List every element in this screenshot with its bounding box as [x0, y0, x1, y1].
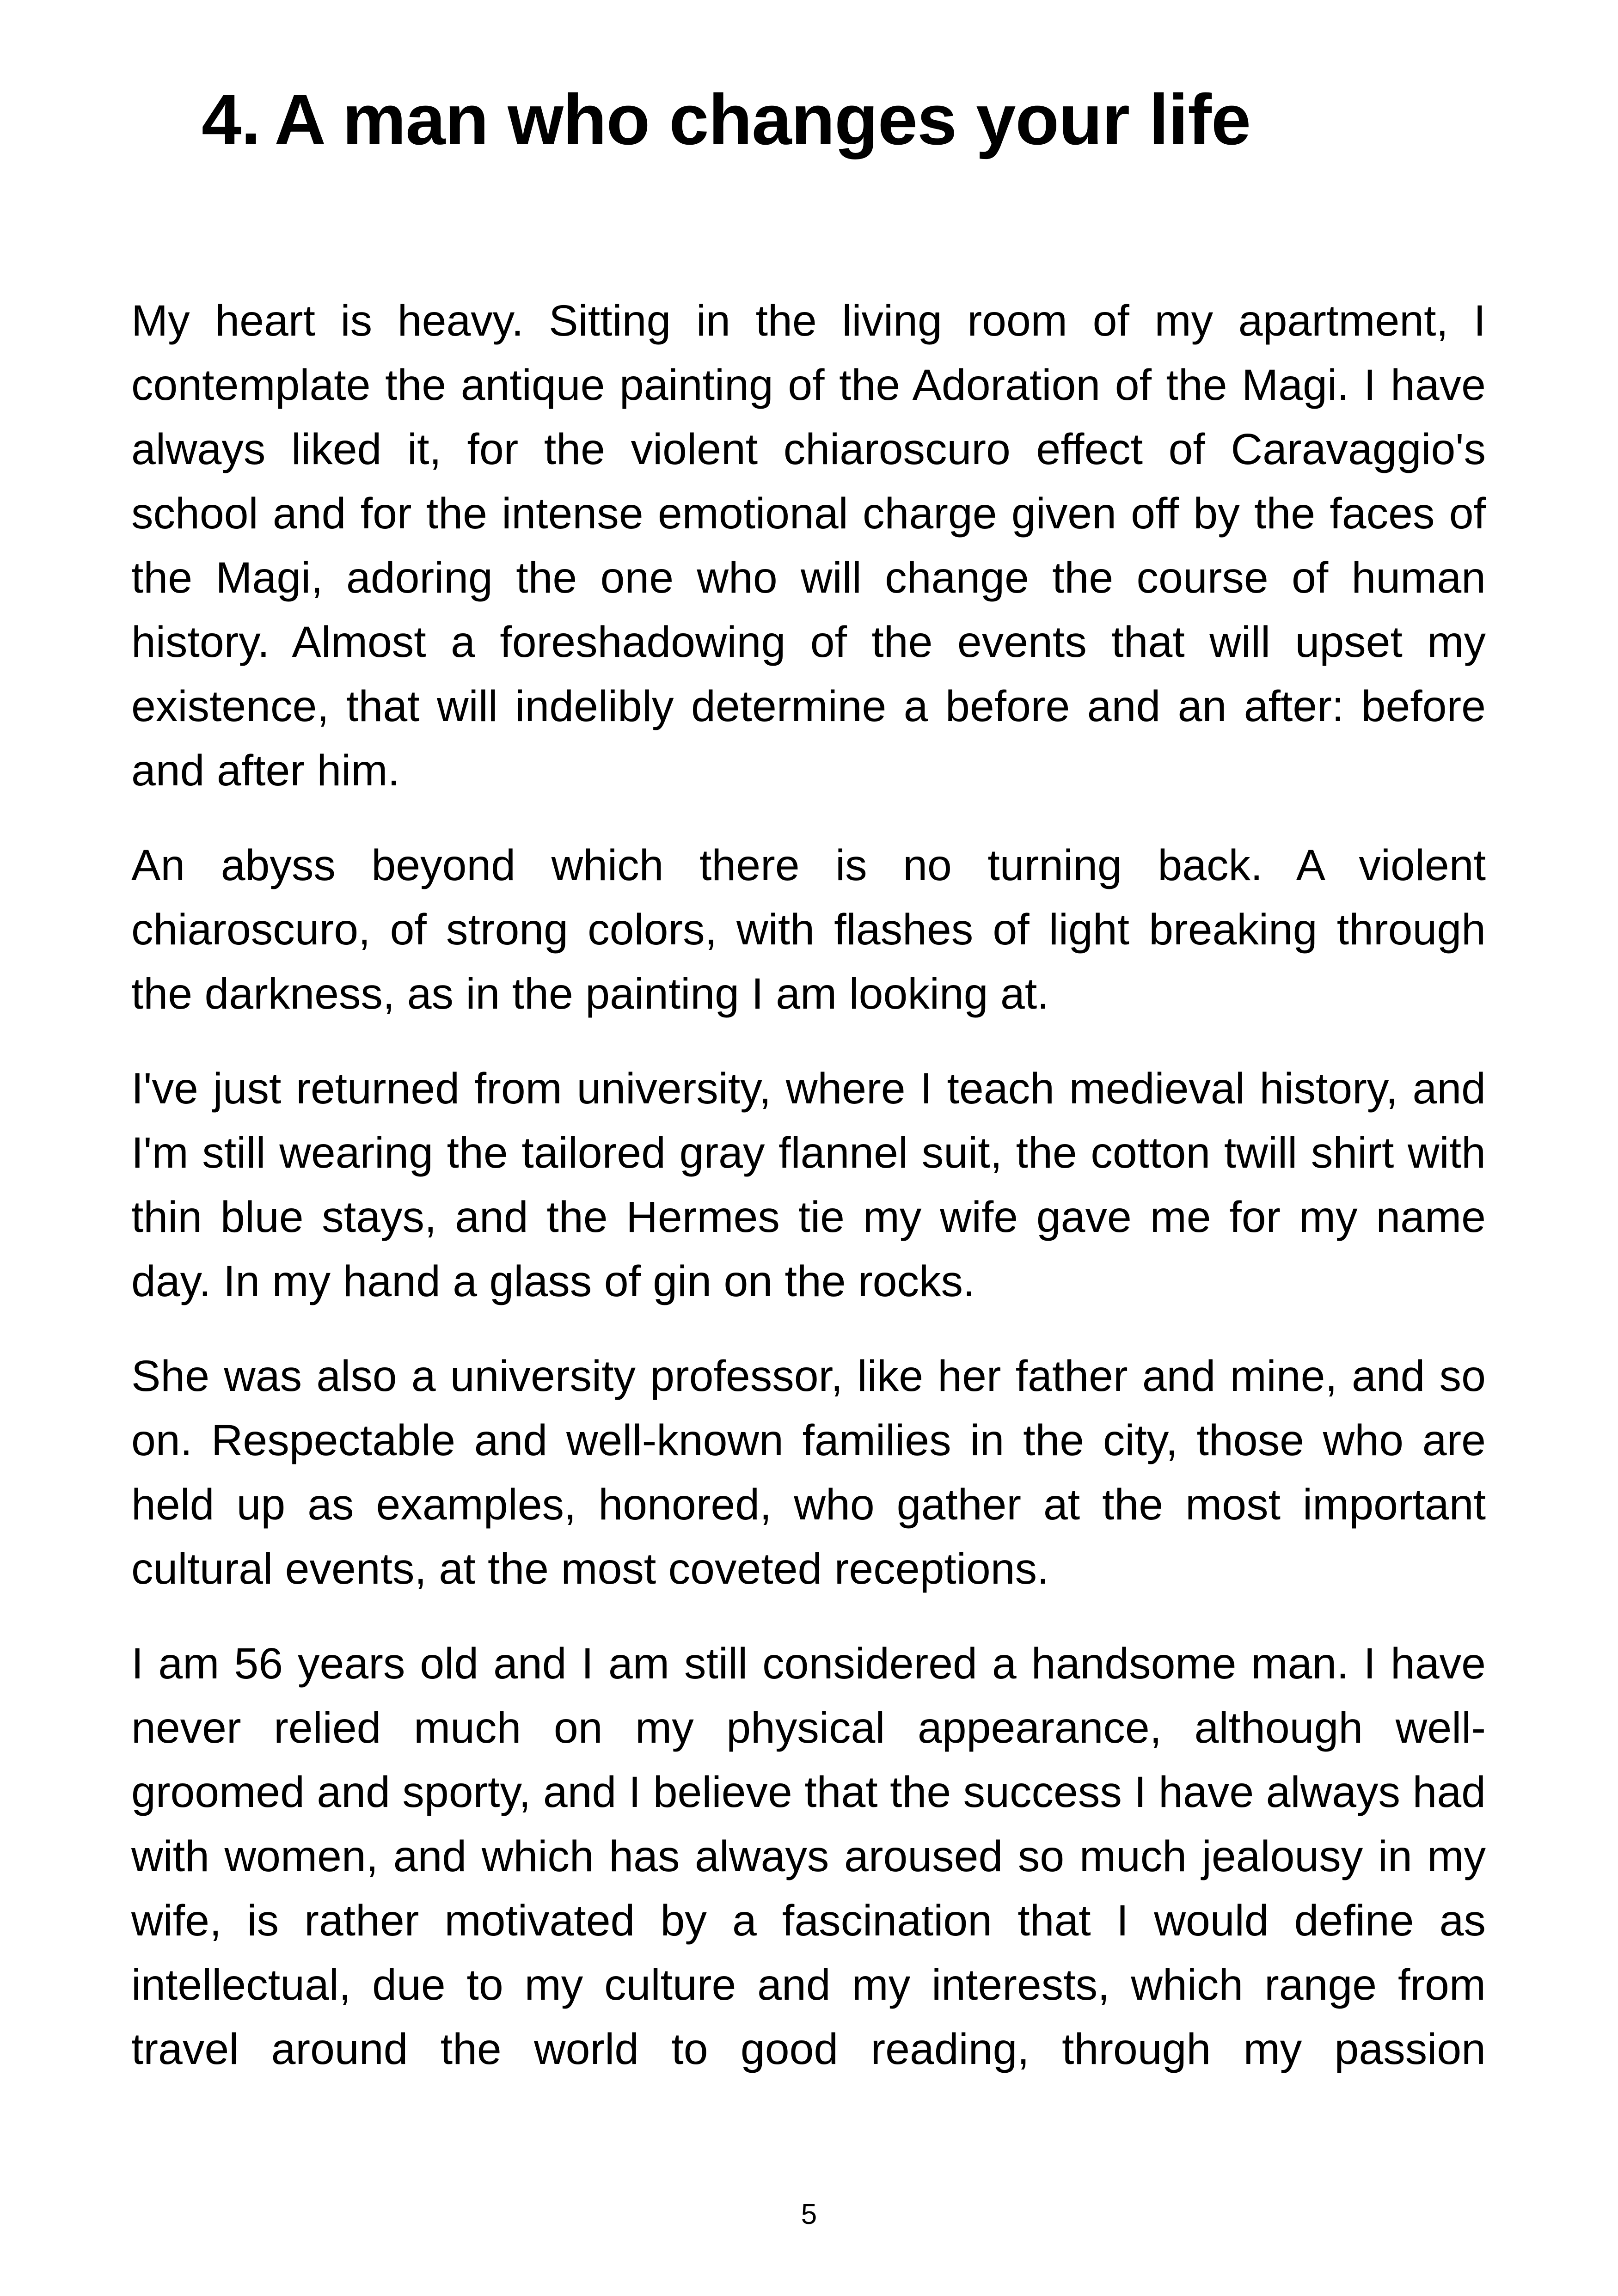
- page-number: 5: [801, 2198, 817, 2230]
- chapter-number: 4.: [202, 80, 261, 159]
- paragraph-3: I've just returned from university, where I teach medieval history, and I'm still wearing the tailored gray flannel suit, the cotton twill shirt with thin blue stays, and the Hermes tie my wife gave me for my name day. In my hand a glass of gin on the rocks.: [131, 1064, 1486, 1306]
- paragraph-4: She was also a university professor, like her father and mine, and so on. Respectable and well-known families in the city, those who are held up as examples, honored, who gather at the most important cultural events, at the most coveted receptions.: [131, 1352, 1486, 1593]
- chapter-title: A man who changes your life: [274, 80, 1251, 159]
- body-text: [131, 289, 1486, 2112]
- paragraph-2: An abyss beyond which there is no turning back. A violent chiaroscuro, of strong colors, with flashes of light breaking through the darkness, as in the painting I am looking at.: [131, 841, 1486, 1018]
- chapter-heading: [202, 79, 1250, 161]
- paragraph-1: My heart is heavy. Sitting in the living room of my apartment, I contemplate the antique painting of the Adoration of the Magi. I have always liked it, for the violent chiaroscuro effect of Caravaggio's school and for the intense emotional charge given off by the faces of the Magi, adoring the one who will change the course of human history. Almost a foreshadowing of the events that will upset my existence, that will indelibly determine a before and an after: before and after him.: [131, 296, 1486, 795]
- paragraph-5: I am 56 years old and I am still considered a handsome man. I have never relied much on my physical appearance, although well-groomed and sporty, and I believe that the success I have always had with women, and which has always aroused so much jealousy in my wife, is rather motivated by a fascination that I would define as intellectual, due to my culture and my interests, which range from travel around the world to good reading, through my passion: [131, 1639, 1486, 2074]
